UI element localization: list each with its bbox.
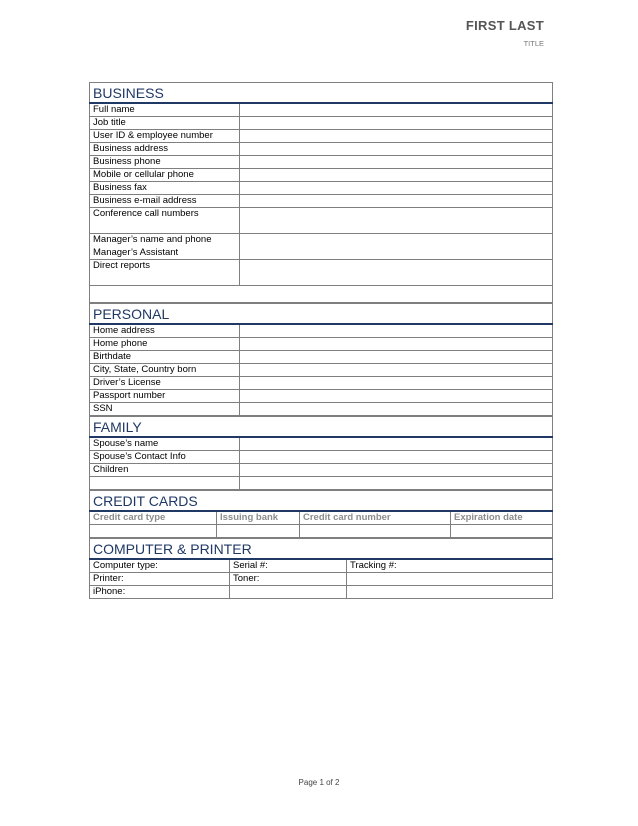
field-value[interactable] <box>240 390 553 403</box>
field-label: Full name <box>90 103 240 117</box>
field-value[interactable] <box>240 351 553 364</box>
personal-heading: PERSONAL <box>90 304 553 325</box>
computer-type-cell[interactable]: Computer type: <box>90 559 230 573</box>
column-header: Issuing bank <box>217 511 300 525</box>
credit-cards-table <box>89 490 553 538</box>
printer-cell[interactable]: Printer: <box>90 573 230 586</box>
field-value[interactable] <box>240 338 553 351</box>
iphone-cell[interactable]: iPhone: <box>90 586 230 599</box>
issuing-bank-cell[interactable] <box>217 525 300 538</box>
column-header: Credit card number <box>300 511 451 525</box>
field-value[interactable] <box>240 103 553 117</box>
field-value[interactable] <box>347 573 553 586</box>
field-label: Business e-mail address <box>90 195 240 208</box>
field-value[interactable] <box>240 130 553 143</box>
field-value[interactable] <box>240 117 553 130</box>
field-value[interactable] <box>240 143 553 156</box>
business-heading: BUSINESS <box>90 83 553 104</box>
field-label: Home address <box>90 324 240 338</box>
field-value[interactable] <box>240 377 553 390</box>
field-value[interactable] <box>240 364 553 377</box>
field-value[interactable] <box>240 451 553 464</box>
field-value[interactable] <box>240 182 553 195</box>
manager-label: Manager’s name and phone <box>93 234 212 245</box>
computer-heading: COMPUTER & PRINTER <box>90 539 553 560</box>
business-table <box>89 82 553 303</box>
column-header: Expiration date <box>451 511 553 525</box>
field-label: Spouse’s Contact Info <box>90 451 240 464</box>
field-label: Mobile or cellular phone <box>90 169 240 182</box>
field-value[interactable] <box>240 169 553 182</box>
field-value[interactable] <box>240 324 553 338</box>
field-value[interactable] <box>240 477 553 490</box>
toner-cell[interactable]: Toner: <box>230 573 347 586</box>
field-value[interactable] <box>347 586 553 599</box>
page-header <box>466 18 544 48</box>
column-header: Credit card type <box>90 511 217 525</box>
field-label: Spouse’s name <box>90 437 240 451</box>
field-value[interactable] <box>240 260 553 286</box>
field-label: Direct reports <box>90 260 240 286</box>
field-label: Conference call numbers <box>90 208 240 234</box>
field-value[interactable] <box>240 464 553 477</box>
personal-table <box>89 303 553 416</box>
computer-printer-table <box>89 538 553 599</box>
field-label <box>90 477 240 490</box>
credit-cards-heading: CREDIT CARDS <box>90 491 553 512</box>
field-value[interactable] <box>240 234 553 260</box>
header-name: FIRST LAST <box>465 18 544 33</box>
serial-cell[interactable]: Serial #: <box>230 559 347 573</box>
field-label: User ID & employee number <box>90 130 240 143</box>
info-form <box>89 82 552 599</box>
field-value[interactable] <box>240 437 553 451</box>
field-label <box>90 234 240 260</box>
card-number-cell[interactable] <box>300 525 451 538</box>
field-value[interactable] <box>240 403 553 416</box>
field-label: Job title <box>90 117 240 130</box>
field-label: Home phone <box>90 338 240 351</box>
card-type-cell[interactable] <box>90 525 217 538</box>
field-label: Business fax <box>90 182 240 195</box>
assistant-label: Manager’s Assistant <box>93 246 179 258</box>
field-value[interactable] <box>230 586 347 599</box>
spacer-row <box>90 286 553 303</box>
field-label: Passport number <box>90 390 240 403</box>
field-value[interactable] <box>240 195 553 208</box>
field-label: SSN <box>90 403 240 416</box>
family-heading: FAMILY <box>90 417 553 438</box>
expiration-date-cell[interactable] <box>451 525 553 538</box>
family-table <box>89 416 553 490</box>
field-value[interactable] <box>240 156 553 169</box>
field-label: Children <box>90 464 240 477</box>
page-number: Page 1 of 2 <box>298 778 340 787</box>
header-title: TITLE <box>523 39 544 48</box>
field-value[interactable] <box>240 208 553 234</box>
field-label: Business phone <box>90 156 240 169</box>
field-label: Birthdate <box>90 351 240 364</box>
tracking-cell[interactable]: Tracking #: <box>347 559 553 573</box>
field-label: Driver’s License <box>90 377 240 390</box>
field-label: City, State, Country born <box>90 364 240 377</box>
field-label: Business address <box>90 143 240 156</box>
